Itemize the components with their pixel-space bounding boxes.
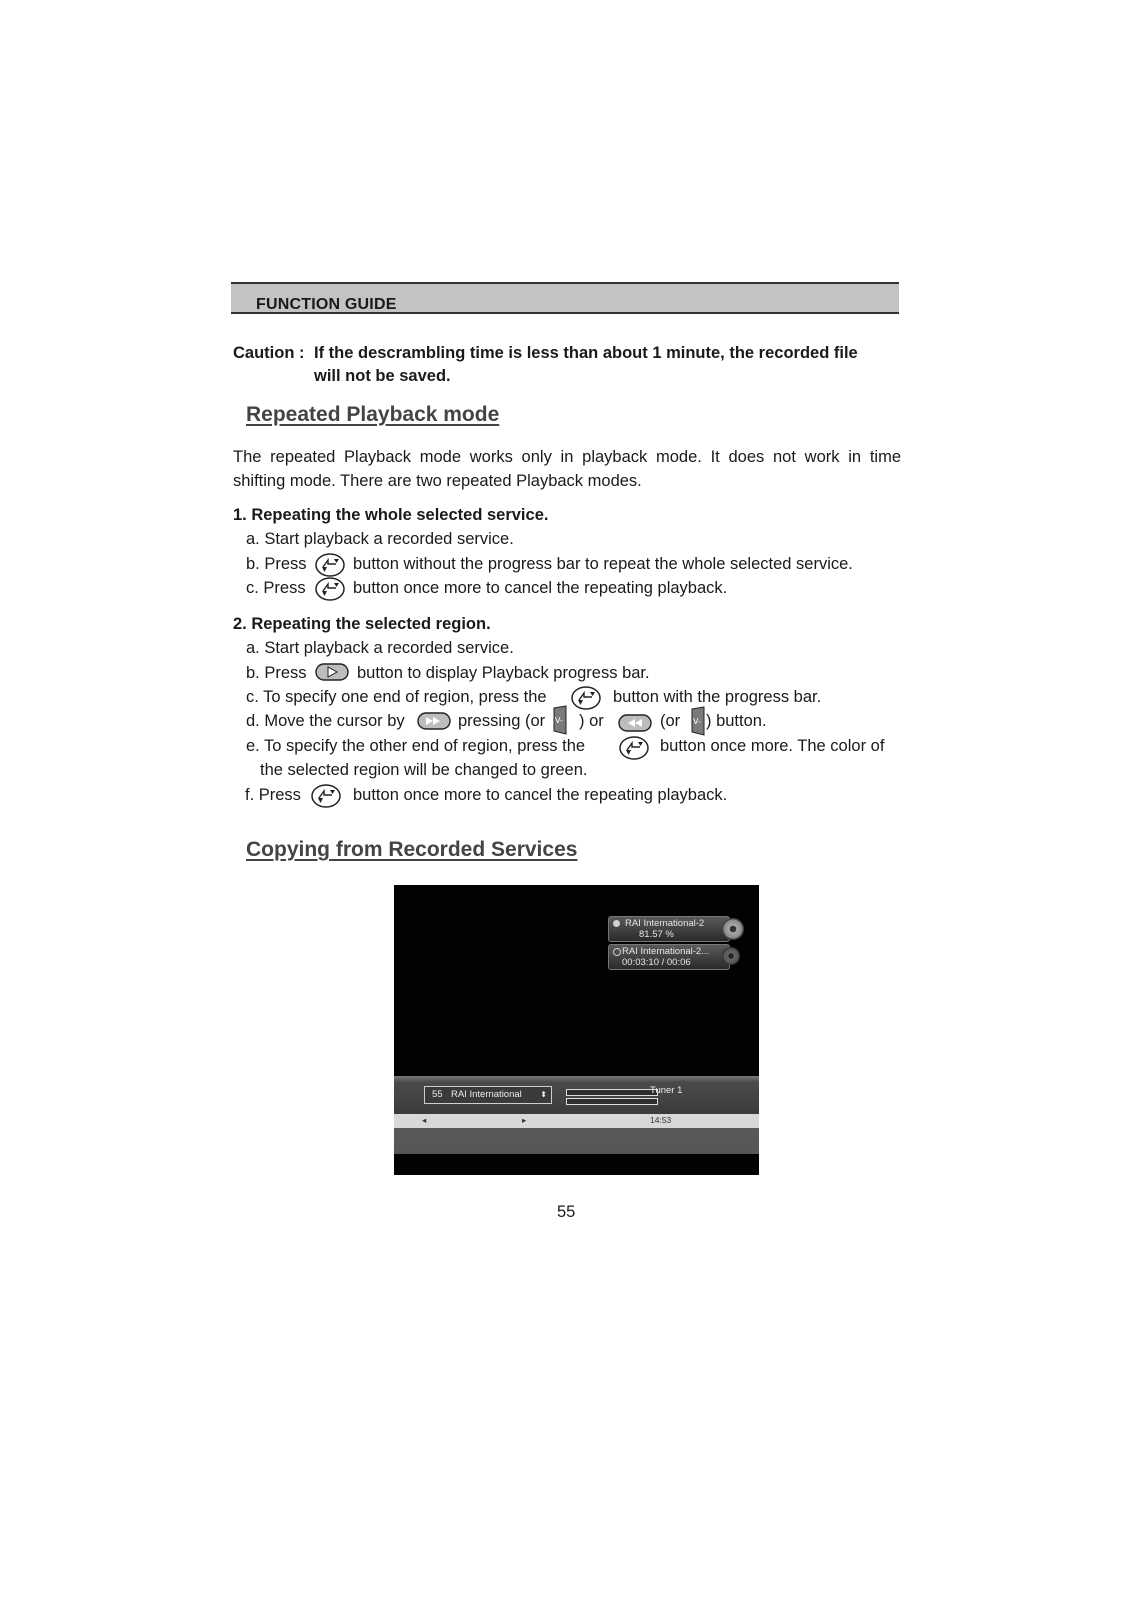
volume-down-button-icon [689,706,707,736]
repeat-button-icon [619,735,649,761]
clock-time: 14:53 [650,1115,672,1125]
quality-bar [566,1098,658,1105]
channel-name: RAI International [451,1089,522,1100]
info-strip [394,1114,759,1128]
playback-disc-icon [722,947,740,965]
section2-step-e-text: button once more. The color of [660,737,885,755]
section2-step-d-text2: ) or [579,712,604,730]
nav-left-icon: ◂ [422,1115,427,1125]
repeat-button-icon [315,552,345,578]
page-number: 55 [557,1203,576,1221]
intro-line-1: The repeated Playback mode works only in playback mode. It does not work in time [233,448,901,466]
section2-step-d-text4: ) button. [706,712,767,730]
section2-title: 2. Repeating the selected region. [233,615,491,633]
section2-step-f-text: button once more to cancel the repeating playback. [353,786,728,804]
playback-dot-icon [613,948,621,956]
caution-text-line2: will not be saved. [314,367,451,385]
section2-step-c-text: button with the progress bar. [613,688,822,706]
section2-step-a: a. Start playback a recorded service. [246,639,514,657]
section2-step-d-text1: pressing (or [458,712,546,730]
caution-text-line1: If the descrambling time is less than about 1 minute, the recorded file [314,344,858,362]
repeat-button-icon [311,783,341,809]
playback-title: RAI International-2... [622,946,710,957]
section2-step-b-text: button to display Playback progress bar. [357,664,650,682]
heading-copying-recorded: Copying from Recorded Services [246,838,578,861]
fast-forward-button-icon [417,712,451,730]
record-dot-icon [613,920,620,927]
repeat-button-icon [315,576,345,602]
record-disc-icon [722,918,744,940]
playback-status-box [608,944,730,970]
heading-repeated-playback: Repeated Playback mode [246,403,500,426]
channel-arrows-icon: ⬍ [540,1090,547,1099]
section1-step-c-prefix: c. Press [246,579,306,597]
svg-text:V-: V- [693,717,701,726]
channel-selector [424,1086,552,1104]
volume-down-button-icon [551,705,569,735]
recording-status-box [608,916,730,942]
playback-time: 00:03:10 / 00:06 [622,957,691,968]
section2-step-d-text3: (or [660,712,681,730]
caution-label: Caution : [233,344,305,362]
rewind-button-icon [618,714,652,732]
section1-step-b-text: button without the progress bar to repeat the whole selected service. [353,555,853,573]
section-header-title: FUNCTION GUIDE [256,296,397,313]
section2-step-d-prefix: d. Move the cursor by [246,712,405,730]
recording-progress: 81.57 % [639,929,674,940]
section1-step-b-prefix: b. Press [246,555,307,573]
channel-number: 55 [432,1089,443,1100]
tv-screenshot [394,885,759,1175]
signal-bar [566,1089,658,1096]
section1-step-a: a. Start playback a recorded service. [246,530,514,548]
nav-right-icon: ▸ [522,1115,527,1125]
section2-step-b-prefix: b. Press [246,664,307,682]
intro-line-2: shifting mode. There are two repeated Playback modes. [233,472,642,490]
section2-step-e-prefix: e. To specify the other end of region, press the [246,737,586,755]
section1-title: 1. Repeating the whole selected service. [233,506,549,524]
svg-text:V-: V- [555,716,563,725]
intro-paragraph [233,445,901,493]
section1-step-c-text: button once more to cancel the repeating playback. [353,579,728,597]
repeat-button-icon [571,685,601,711]
section2-step-e-line2: the selected region will be changed to green. [260,761,588,779]
play-button-icon [315,663,349,681]
section-header-bar [231,282,899,314]
section2-step-c-prefix: c. To specify one end of region, press the [246,688,547,706]
recording-title: RAI International-2 [625,918,705,929]
section2-step-f-prefix: f. Press [245,786,301,804]
tuner-label: Tuner 1 [650,1085,683,1096]
